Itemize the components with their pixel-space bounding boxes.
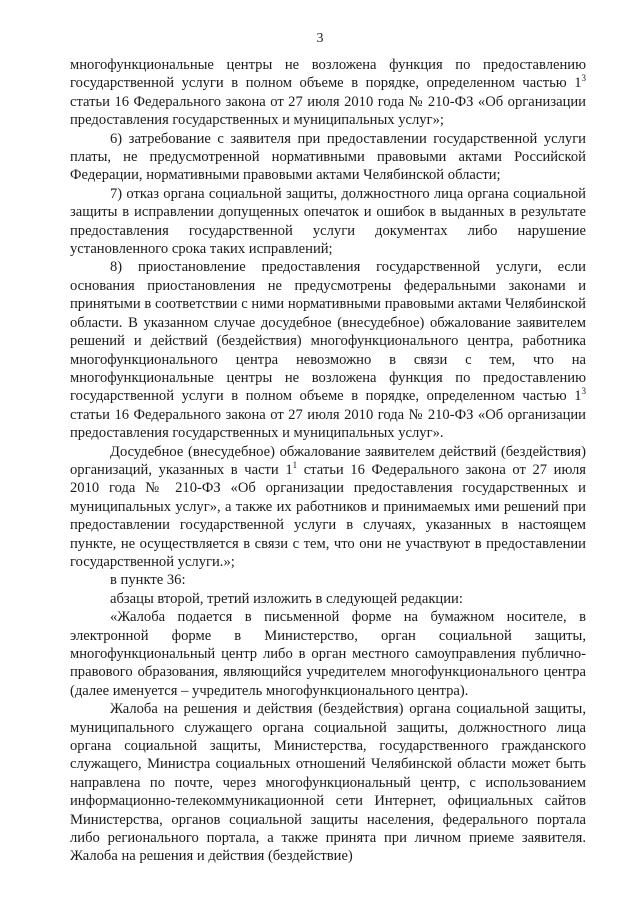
- paragraph-text: абзацы второй, третий изложить в следующей редакции:: [110, 590, 463, 607]
- paragraph-text: «Жалоба подается в письменной форме на бумажном носителе, в электронной форме в Министерство, орган социальной защиты, многофункциональный центр либо в орган местного самоуправления публично-правового образования, являющийся учредителем многофункционального центра (далее именуется – учредитель многофункционального центра).: [70, 609, 586, 699]
- paragraph-p4: [70, 258, 586, 442]
- superscript-index: 1: [292, 459, 298, 470]
- paragraph-p8: [70, 608, 586, 700]
- paragraph-p6: [70, 571, 586, 589]
- paragraph-text: Жалоба на решения и действия (бездействия) органа социальной защиты, муниципального служащего органа социальной защиты, должностного лица органа социальной защиты, Министерства, государственного гражданского служащего, Министра социальных отношений Челябинской области может быть направлена по почте, через многофункциональный центр, с использованием информационно-телекоммуникационной сети Интернет, официальных сайтов Министерства, органов социальной защиты населения, федерального портала либо регионального портала, а также принята при личном приеме заявителя. Жалоба на решения и действия (бездействие): [70, 701, 586, 865]
- paragraph-text: Досудебное (внесудебное) обжалование заявителем действий (бездействия) организаций, указанных в части 1: [70, 443, 586, 478]
- paragraph-text: статьи 16 Федерального закона от 27 июля 2010 года № 210-ФЗ «Об организации предоставления государственных и муниципальных услуг»;: [70, 93, 586, 129]
- paragraph-text: многофункциональные центры не возложена функция по предоставлению государственной услуги в полном объеме в порядке, определенном частью 1: [70, 57, 586, 92]
- paragraph-p3: [70, 185, 586, 259]
- paragraph-text: 8) приостановление предоставления государственной услуги, если основания приостановления не предусмотрены федеральными законами и принятыми в соответствии с ними нормативными правовыми актами Челябинской области. В указанном случае досудебное (внесудебное) обжалование заявителем решений и действий (бездействия) многофункционального центра, работника многофункционального центра невозможно в связи с тем, что на многофункциональные центры не возложена функция по предоставлению государственной услуги в полном объеме в порядке, определенном частью 1: [70, 259, 586, 405]
- paragraph-p1: [70, 56, 586, 130]
- document-body: [70, 56, 586, 866]
- paragraph-text: статьи 16 Федерального закона от 27 июля 2010 года № 210-ФЗ «Об организации предоставления государственных и муниципальных услуг», а также их работников и принимаемых ими решений при предоставлении государственной услуги в случаях, указанных в настоящем пункте, не осуществляется в связи с тем, что они не участвуют в предоставлении государственной услуги.»;: [70, 461, 586, 570]
- paragraph-p7: [70, 590, 586, 608]
- paragraph-text: 7) отказ органа социальной защиты, должностного лица органа социальной защиты в исправлении допущенных опечаток и ошибок в выданных в результате предоставления государственной услуги документах либо нарушение установленного срока таких исправлений;: [70, 185, 586, 258]
- superscript-index: 3: [581, 73, 586, 84]
- paragraph-p2: [70, 130, 586, 185]
- paragraph-p5: [70, 443, 586, 572]
- page-number: 3: [316, 31, 324, 46]
- paragraph-p9: [70, 700, 586, 866]
- paragraph-text: статьи 16 Федерального закона от 27 июля 2010 года № 210-ФЗ «Об организации предоставления государственных и муниципальных услуг».: [70, 406, 586, 442]
- paragraph-text: в пункте 36:: [110, 572, 186, 589]
- paragraph-text: 6) затребование с заявителя при предоставлении государственной услуги платы, не предусмотренной нормативными правовыми актами Российской Федерации, нормативными правовыми актами Челябинской области;: [70, 130, 586, 184]
- superscript-index: 3: [581, 386, 586, 397]
